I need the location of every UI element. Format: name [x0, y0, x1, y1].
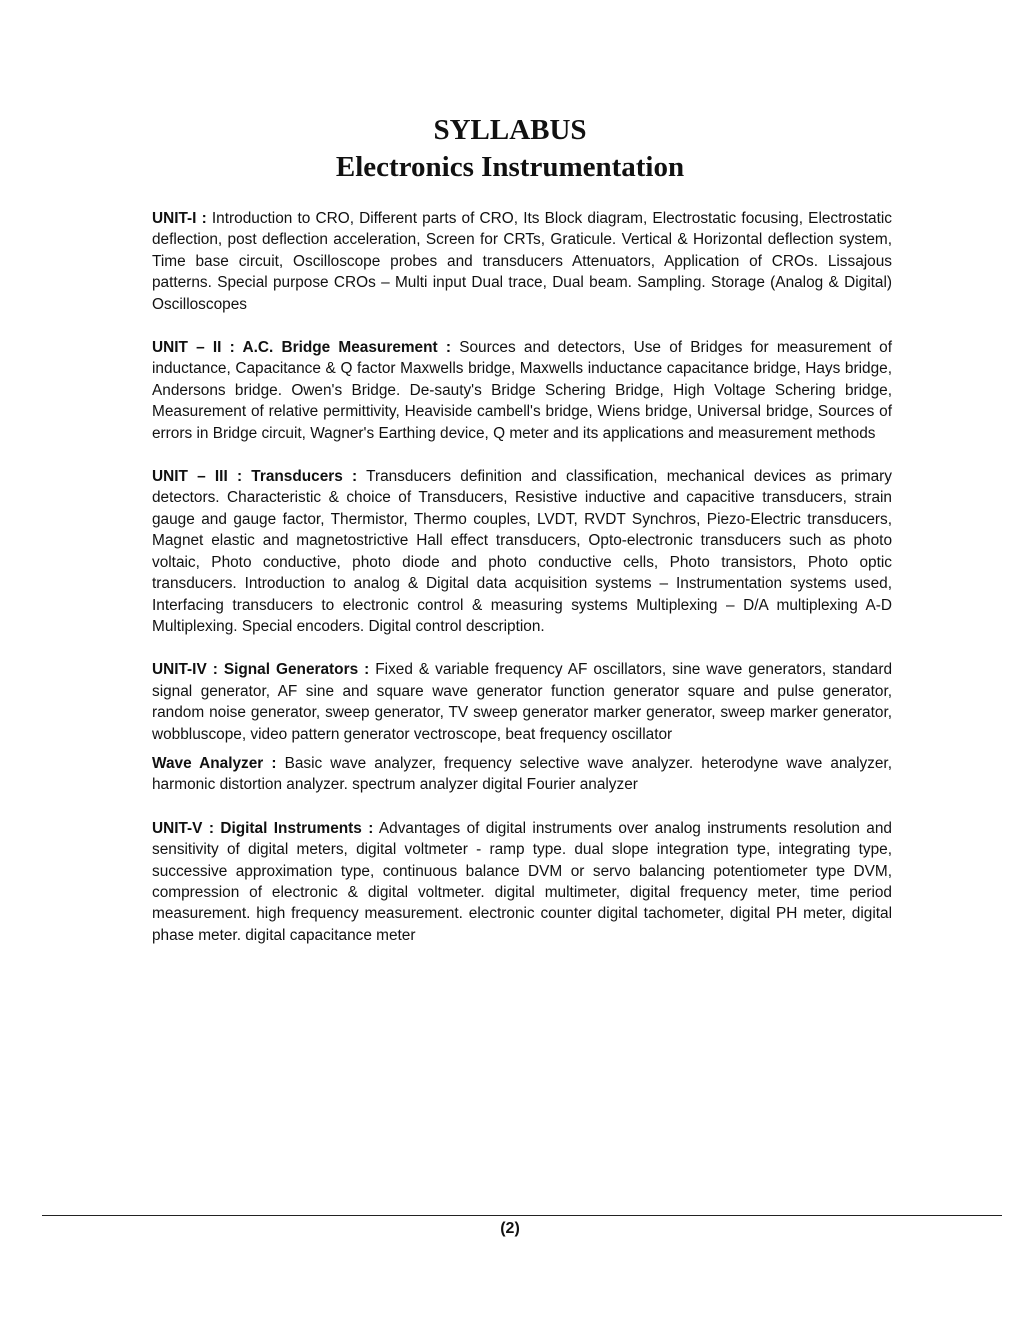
unit-4-paragraph	[152, 659, 892, 745]
wave-analyzer-paragraph	[152, 753, 892, 796]
unit-3-text: Transducers definition and classification, mechanical devices as primary detectors. Characteristic & choice of Transducers, Resistive inductive and capacitive transducers, strain gauge and gauge factor, Thermistor, Thermo couples, LVDT, RVDT Synchros, Piezo-Electric transducers, Magnet elastic and magnetostrictive Hall effect transducers, Opto-electronic transducers such as photo voltaic, Photo conductive, photo diode and photo conductive cells, Photo transistors, Photo optic transducers. Introduction to analog & Digital data acquisition systems – Instrumentation systems used, Interfacing transducers to electronic control & measuring systems Multiplexing – D/A multiplexing A-D Multiplexing. Special encoders. Digital control description.	[152, 468, 892, 635]
page-number: (2)	[500, 1220, 520, 1237]
unit-1-text: Introduction to CRO, Different parts of CRO, Its Block diagram, Electrostatic focusing, Electrostatic deflection, post deflection acceleration, Screen for CRTs, Graticule. Vertical & Horizontal deflection system, Time base circuit, Oscilloscope probes and transducers Attenuators, Application of CROs. Lissajous patterns. Special purpose CROs – Multi input Dual trace, Dual beam. Sampling. Storage (Analog & Digital) Oscilloscopes	[152, 210, 893, 313]
unit-2-heading: UNIT – II : A.C. Bridge Measurement :	[152, 339, 451, 357]
page-subtitle: Electronics Instrumentation	[335, 151, 685, 183]
syllabus-content	[152, 208, 892, 968]
unit-1-paragraph	[152, 208, 892, 315]
unit-1-heading: UNIT-I :	[152, 210, 207, 227]
unit-3-paragraph	[152, 466, 892, 637]
title-block	[0, 112, 1020, 186]
unit-5-text: Advantages of digital instruments over analog instruments resolution and sensitivity of digital meters, digital voltmeter - ramp type. dual slope integration type, integrating type, successive approximation type, continuous balance DVM or servo balancing potentiometer type DVM, compression of electronic & digital voltmeter. digital multimeter, digital frequency meter, time period measurement. high frequency measurement. electronic counter digital tachometer, digital PH meter, digital phase meter. digital capacitance meter	[152, 819, 892, 944]
unit-2-paragraph	[152, 337, 892, 444]
wave-analyzer-heading: Wave Analyzer :	[152, 754, 277, 772]
wave-analyzer-text: Basic wave analyzer, frequency selective wave analyzer. heterodyne wave analyzer, harmonic distortion analyzer. spectrum analyzer digital Fourier analyzer	[152, 754, 892, 794]
footer-divider	[42, 1215, 1002, 1216]
unit-5-paragraph	[152, 818, 892, 946]
unit-2-text: Sources and detectors, Use of Bridges for measurement of inductance, Capacitance & Q factor Maxwells bridge, Maxwells inductance capacitance bridge, Hays bridge, Andersons bridge. Owen's Bridge. De-sauty's Bridge Schering Bridge, High Voltage Schering bridge, Measurement of relative permittivity, Heaviside cambell's bridge, Wiens bridge, Universal bridge, Sources of errors in Bridge circuit, Wagner's Earthing device, Q meter and its applications and measurement methods	[152, 339, 892, 442]
unit-3-heading: UNIT – III : Transducers :	[152, 468, 358, 486]
unit-4-heading: UNIT-IV : Signal Generators :	[152, 661, 370, 679]
unit-5-heading: UNIT-V : Digital Instruments :	[152, 819, 374, 837]
page-title: SYLLABUS	[433, 114, 587, 146]
unit-4-text: Fixed & variable frequency AF oscillators, sine wave generators, standard signal generator, AF sine and square wave generator function generator square and pulse generator, random noise generator, sweep generator, TV sweep generator marker generator, sweep marker generator, wobbluscope, video pattern generator vectroscope, beat frequency oscillator	[152, 661, 893, 743]
